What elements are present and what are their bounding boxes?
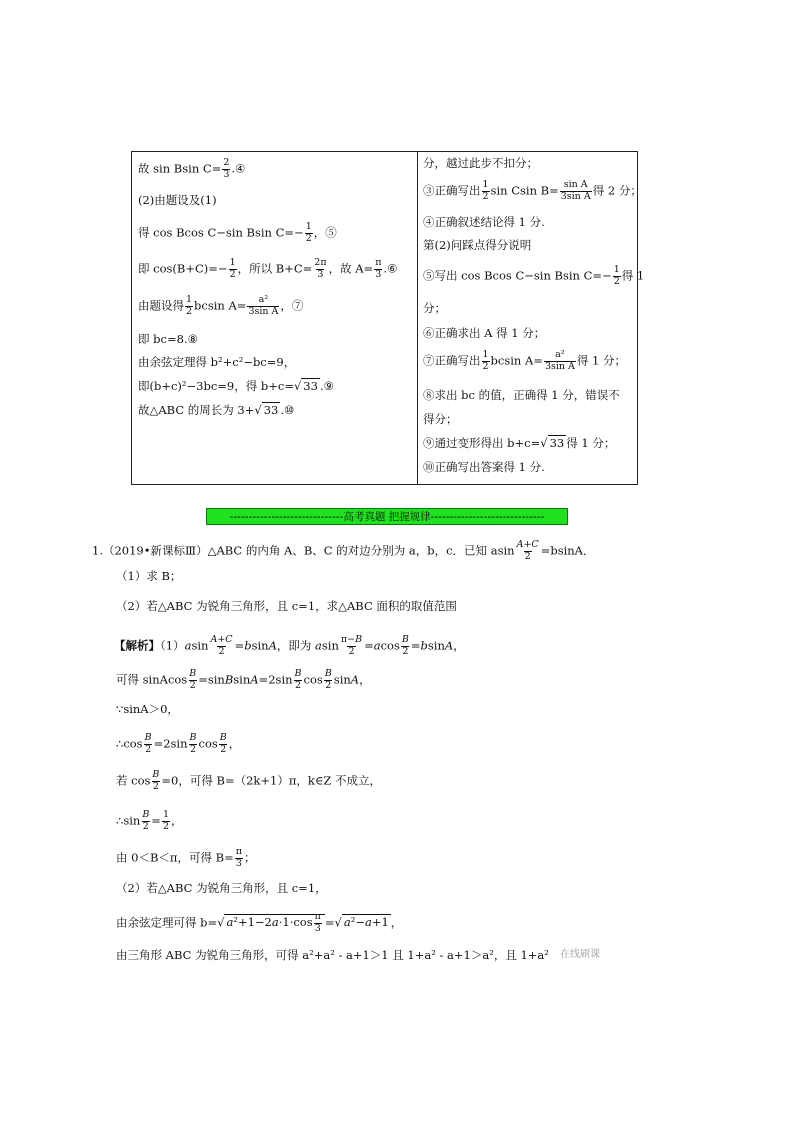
section-banner: ------------------------------高考真题 把握规律------------------------------	[206, 508, 568, 525]
analysis-line-4: ∴cos $\frac{B}{2}$ =2sin $\frac{B}{2}$ cos $\frac{B}{2}$ ，	[116, 732, 241, 755]
analysis-line-1: 【解析】（1）asin $\frac{A+C}{2}$ =bsinA，即为 asin $\frac{\pi-B}{2}$ =acos $\frac{B}{2}$ =bsinA，	[114, 634, 465, 657]
left-line-3: 得 cos Bcos C−sin Bsin C=− $\frac{1}{2}$ ，⑤	[138, 221, 337, 244]
analysis-line-7: 由 0＜B＜π，可得 B= $\frac{\pi}{3}$ ；	[116, 846, 256, 869]
right-line-7: ⑥正确求出 A 得 1 分；	[423, 326, 546, 340]
analysis-line-9: 由余弦定理可得 b=√ a²+1−2a·1·cos $\frac{\pi}{3}$ =√ a²−a+1 ，	[116, 911, 403, 934]
analysis-line-5: 若 cos $\frac{B}{2}$ =0，可得 B=（2k+1）π，k∈Z 不成立，	[116, 769, 382, 792]
watermark: 在线刷课	[560, 949, 600, 960]
left-line-7: 由余弦定理得 b²+c²−bc=9，	[138, 355, 296, 369]
right-line-12: ⑩正确写出答案得 1 分.	[423, 460, 545, 474]
analysis-line-2: 可得 sinAcos $\frac{B}{2}$ =sinBsinA=2sin $\frac{B}{2}$ cos $\frac{B}{2}$ sinA，	[116, 668, 371, 691]
right-line-8: ⑦正确写出 $\frac{1}{2}$ bcsin A= $\frac{\text{a²}}{\text{3sin A}}$ 得 1 分；	[423, 349, 627, 372]
right-line-9: ⑧求出 bc 的值，正确得 1 分，错误不	[423, 388, 620, 402]
right-line-2: ③正确写出 $\frac{1}{2}$ sin Csin B= $\frac{\text{sin A}}{\text{3sin A}}$ 得 2 分；	[423, 179, 642, 202]
question-2: （2）若△ABC 为锐角三角形，且 c=1，求△ABC 面积的取值范围	[116, 599, 457, 613]
left-line-8: 即(b+c)²−3bc=9，得 b+c=√ 33 .⑨	[138, 379, 334, 393]
analysis-line-8: （2）若△ABC 为锐角三角形，且 c=1，	[116, 881, 327, 895]
right-line-1: 分，越过此步不扣分；	[423, 156, 538, 170]
right-line-10: 得分；	[423, 412, 458, 426]
question-1: （1）求 B；	[116, 569, 182, 583]
right-line-11: ⑨通过变形得出 b+c=√ 33 得 1 分；	[423, 436, 616, 450]
table-divider	[417, 151, 418, 485]
right-line-5: ⑤写出 cos Bcos C−sin Bsin C=− $\frac{1}{2}$ 得 1	[423, 264, 645, 287]
left-line-1: 故 sin Bsin C= $\frac{2}{3}$ .④	[138, 157, 246, 180]
left-line-9: 故△ABC 的周长为 3+√ 33 .⑩	[138, 403, 295, 417]
left-line-4: 即 cos(B+C)=− $\frac{1}{2}$ ，所以 B+C= $\frac{2\pi}{3}$ ，故 A= $\frac{\pi}{3}$ .⑥	[138, 257, 398, 280]
right-line-4: 第(2)问踩点得分说明	[423, 238, 532, 252]
right-line-6: 分；	[423, 301, 446, 315]
analysis-line-10: 由三角形 ABC 为锐角三角形，可得 a²+a² - a+1＞1 且 1+a² - a+1＞a²，且 1+a²	[116, 948, 549, 962]
left-line-5: 由题设得 $\frac{1}{2}$ bcsin A= $\frac{\text{a²}}{\text{3sin A}}$ ，⑦	[138, 294, 304, 317]
left-line-6: 即 bc=8.⑧	[138, 332, 198, 346]
right-line-3: ④正确叙述结论得 1 分.	[423, 215, 545, 229]
analysis-line-6: ∴sin $\frac{B}{2}$ = $\frac{1}{2}$ ，	[116, 809, 183, 832]
left-line-2: (2)由题设及(1)	[138, 193, 217, 207]
analysis-line-3: ∵sinA＞0，	[116, 702, 179, 716]
problem-stem: 1.（2019•新课标Ⅲ）△ABC 的内角 A、B、C 的对边分别为 a，b，c．已知 asin $\frac{A+C}{2}$ =bsinA．	[92, 539, 595, 562]
